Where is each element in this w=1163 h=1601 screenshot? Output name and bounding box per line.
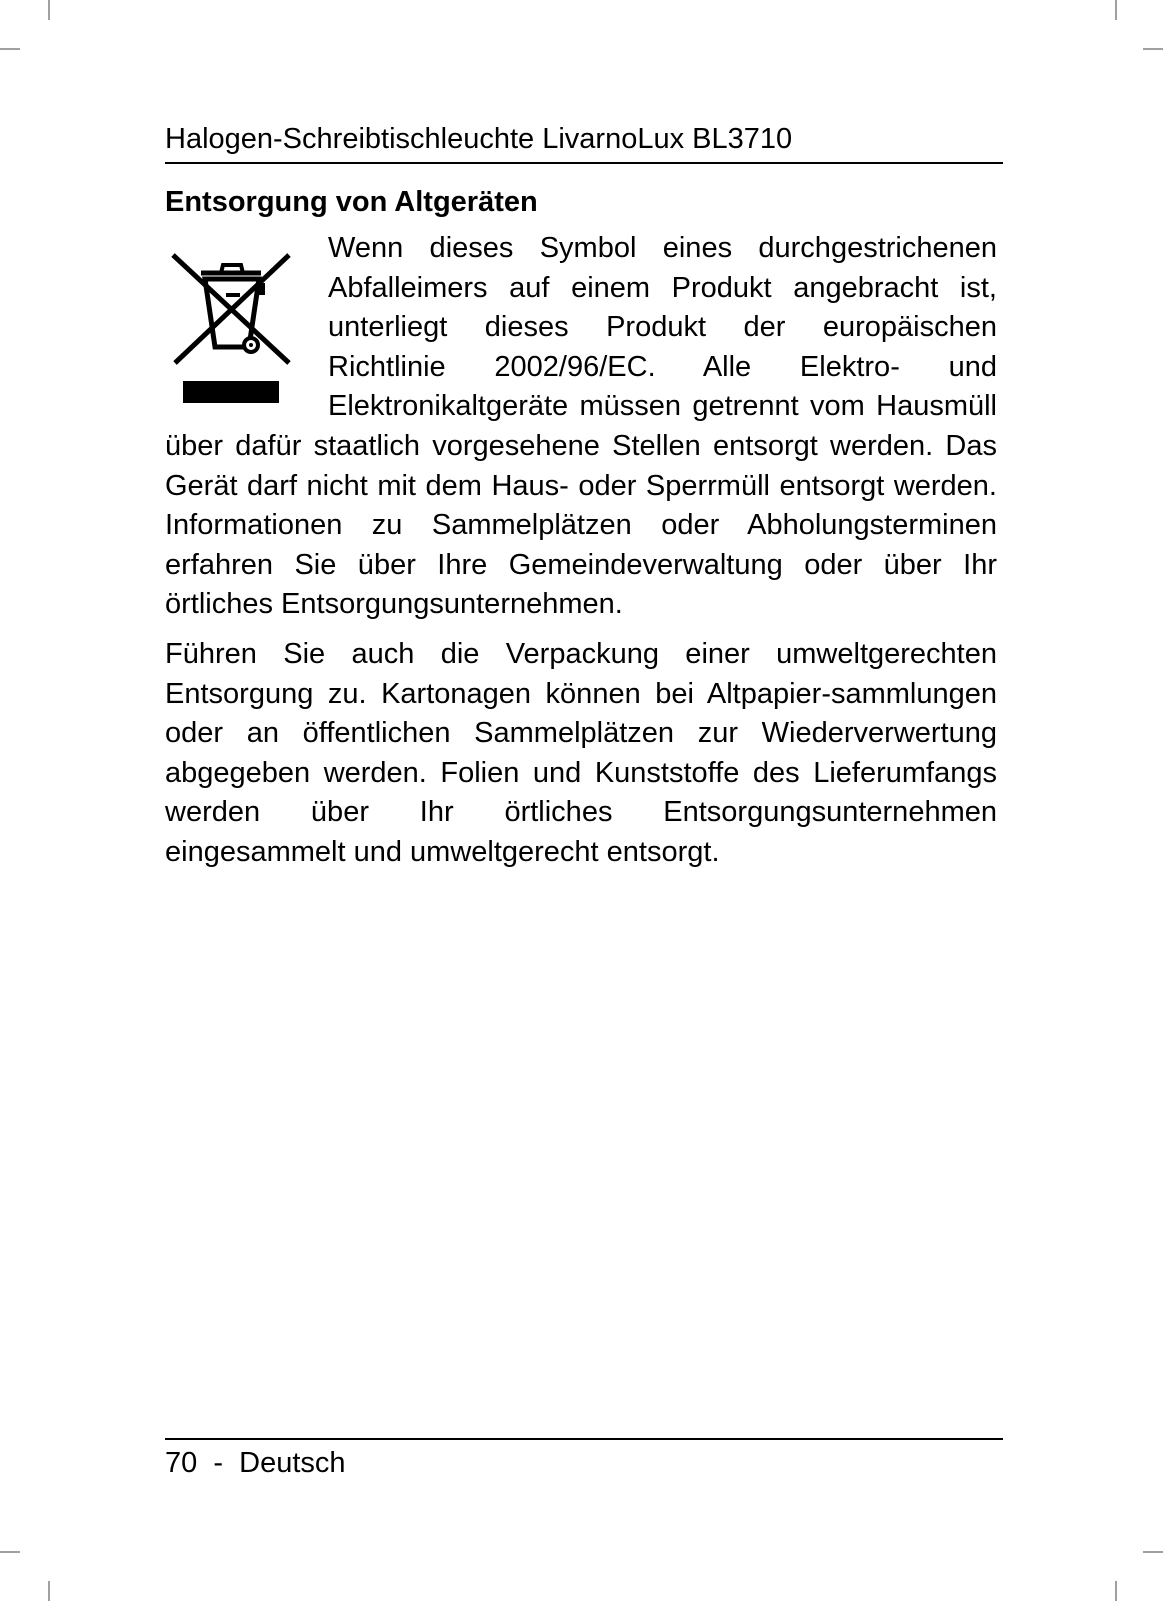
crossed-out-wheelie-bin-icon bbox=[165, 229, 328, 419]
header-title: Halogen-Schreibtischleuchte LivarnoLux BL3710 bbox=[165, 123, 793, 155]
crop-mark bbox=[48, 0, 50, 20]
page-content bbox=[165, 185, 997, 873]
crop-mark bbox=[48, 1581, 50, 1601]
crop-mark bbox=[0, 1551, 20, 1553]
crop-mark bbox=[1143, 1551, 1163, 1553]
paragraph-disposal-text: Wenn dieses Symbol eines durchgestrichenen Abfalleimers auf einem Produkt angebracht ist, unterliegt dieses Produkt der europäischen Richtlinie 2002/96/EC. Alle Elektro- und Elektronikaltgeräte müssen getrennt vom Hausmüll über dafür staatlich vorgesehene Stellen entsorgt werden. Das Gerät darf nicht mit dem Haus- oder Sperrmüll entsorgt werden. Informationen zu Sammelplätzen oder Abholungsterminen erfahren Sie über Ihre Gemeindeverwaltung oder über Ihr örtliches Entsorgungsunternehmen. bbox=[165, 232, 997, 621]
section-title: Entsorgung von Altgeräten bbox=[165, 186, 538, 218]
crop-mark bbox=[1115, 0, 1117, 20]
page-header bbox=[165, 122, 1003, 164]
page-footer bbox=[165, 1438, 1003, 1479]
crop-mark bbox=[1115, 1581, 1117, 1601]
crop-mark bbox=[1143, 48, 1163, 50]
paragraph-packaging: Führen Sie auch die Verpackung einer umweltgerechten Entsorgung zu. Kartonagen können bei Altpapier-sammlungen oder an öffentlichen Sammelplätzen zur Wiederverwertung abgegeben werden. Folien und Kunststoffe des Lieferumfangs werden über Ihr örtliches Entsorgungsunternehmen eingesammelt und umweltgerecht entsorgt. bbox=[165, 637, 997, 868]
paragraph-disposal bbox=[165, 229, 997, 625]
page-number-label: 70 - Deutsch bbox=[165, 1447, 346, 1479]
crop-mark bbox=[0, 48, 20, 50]
